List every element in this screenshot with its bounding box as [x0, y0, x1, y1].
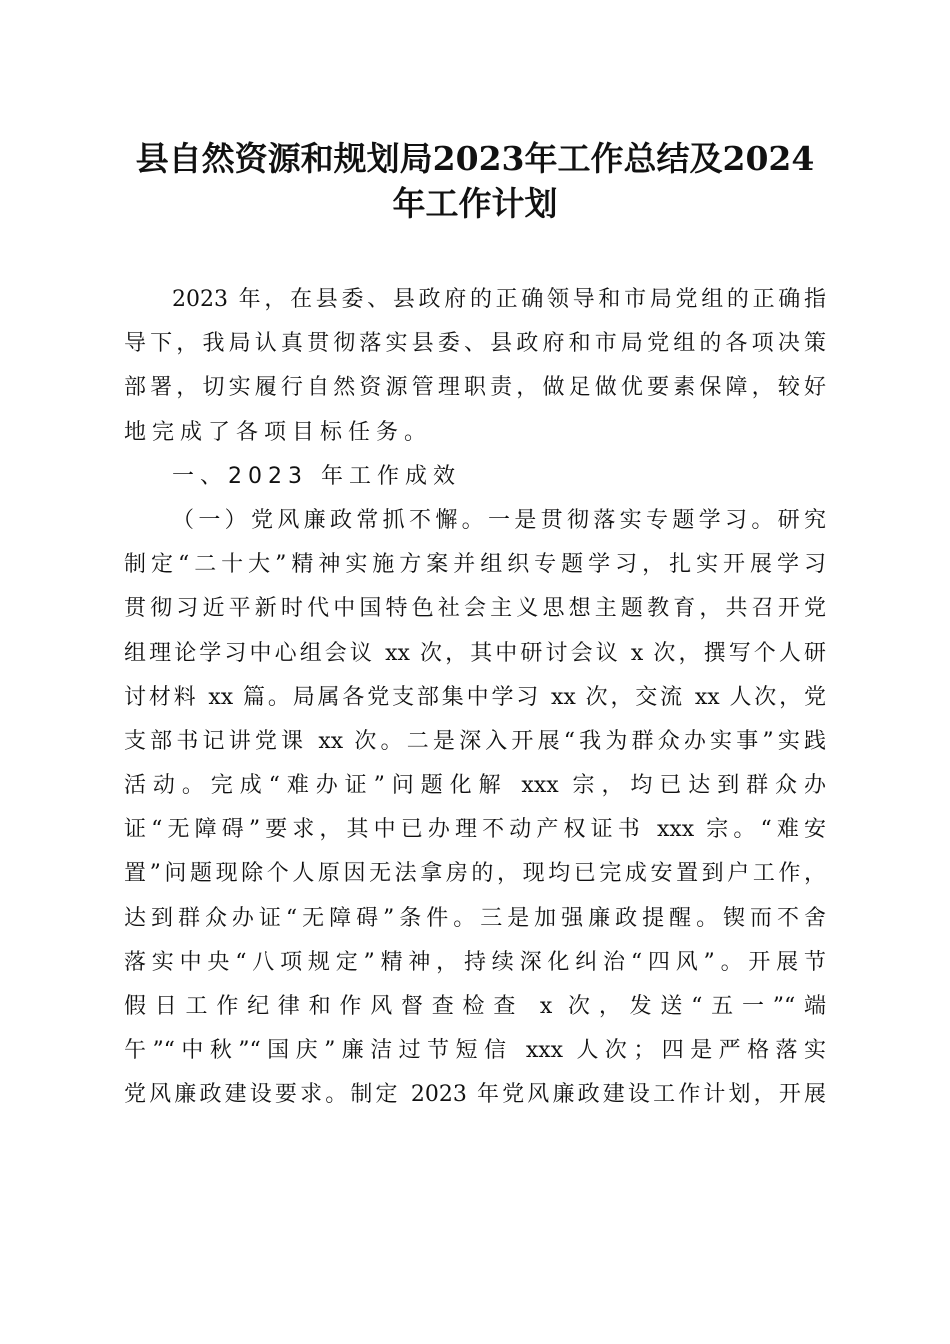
text-line: 导下，我局认真贯彻落实县委、县政府和市局党组的各项决策 [124, 331, 826, 357]
text-line: 置”问题现除个人原因无法拿房的，现均已完成安置到户工作， [124, 861, 826, 887]
title-line: 县自然资源和规划局2023年工作总结及2024 [135, 139, 815, 178]
intro-paragraph [124, 278, 826, 455]
document-title [110, 136, 840, 226]
text-line: 地完成了各项目标任务。 [124, 419, 433, 445]
text-line: 落实中央“八项规定”精神，持续深化纠治“四风”。开展节 [124, 949, 826, 975]
document-body [124, 278, 826, 1118]
text-line: 达到群众办证“无障碍”条件。三是加强廉政提醒。锲而不舍 [124, 905, 826, 931]
text-line: 活动。完成“难办证”问题化解 xxx 宗，均已达到群众办 [124, 773, 826, 799]
section-paragraph [124, 499, 826, 1118]
title-line: 年工作计划 [392, 184, 558, 223]
text-line: 2023 年，在县委、县政府的正确领导和市局党组的正确指 [172, 287, 826, 312]
text-line: 午”“中秋”“国庆”廉洁过节短信 xxx 人次；四是严格落实 [124, 1038, 826, 1064]
text-line: 讨材料 xx 篇。局属各党支部集中学习 xx 次，交流 xx 人次，党 [124, 684, 826, 710]
text-line: 制定“二十大”精神实施方案并组织专题学习，扎实开展学习 [124, 552, 826, 578]
text-line: 党风廉政建设要求。制定 2023 年党风廉政建设工作计划，开展 [124, 1082, 826, 1108]
text-line: 贯彻习近平新时代中国特色社会主义思想主题教育，共召开党 [124, 596, 826, 622]
text-line: 支部书记讲党课 xx 次。二是深入开展“我为群众办实事”实践 [124, 728, 826, 754]
text-line: 部署，切实履行自然资源管理职责，做足做优要素保障，较好 [124, 375, 826, 401]
text-line: 证“无障碍”要求，其中已办理不动产权证书 xxx 宗。“难安 [124, 817, 826, 843]
text-line: 组理论学习中心组会议 xx 次，其中研讨会议 x 次，撰写个人研 [124, 640, 826, 666]
text-line: 假日工作纪律和作风督查检查 x 次，发送“五一”“端 [124, 994, 826, 1019]
section-heading: 一、2023 年工作成效 [172, 463, 461, 489]
text-line: （一）党风廉政常抓不懈。一是贯彻落实专题学习。研究 [172, 507, 826, 533]
